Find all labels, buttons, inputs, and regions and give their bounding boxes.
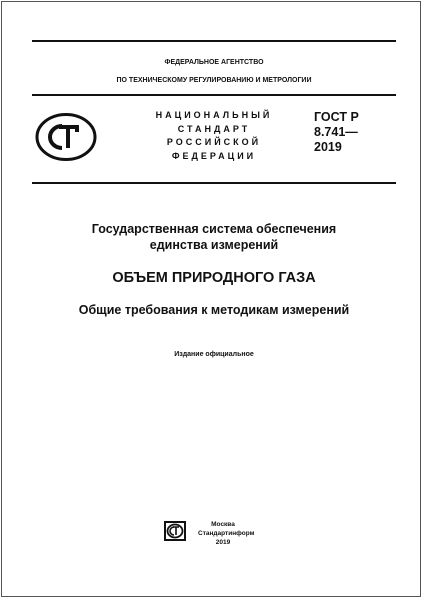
publisher-city: Москва [211,521,235,528]
publisher-block [198,520,255,547]
standard-type-line-1: НАЦИОНАЛЬНЫЙ [155,110,273,120]
edition-label: Издание официальное [174,351,254,358]
standartinform-logo-icon [164,521,186,546]
document-title: ОБЪЕМ ПРИРОДНОГО ГАЗА [112,270,316,286]
standard-number: ГОСТ Р 8.741— 2019 [314,110,359,154]
publisher-year: 2019 [215,539,231,546]
document-subtitle: Общие требования к методикам измерений [78,303,350,317]
middle-rule [32,94,396,96]
standard-type-line-2: СТАНДАРТ [177,123,251,134]
agency-line-1: ФЕДЕРАЛЬНОЕ АГЕНТСТВО [164,59,264,66]
standard-type [154,109,274,163]
agency-line-2: ПО ТЕХНИЧЕСКОМУ РЕГУЛИРОВАНИЮ И МЕТРОЛОГИИ [116,77,312,84]
standard-type-line-4: ФЕДЕРАЦИИ [171,150,257,161]
gost-r-logo-icon [35,112,97,167]
system-name: Государственная система обеспечения единства измерений [91,222,337,252]
publisher-name: Стандартинформ [198,530,255,537]
bottom-rule [32,182,396,184]
top-rule [32,40,396,42]
standard-type-line-3: РОССИЙСКОЙ [166,137,262,147]
document-page [1,1,421,597]
